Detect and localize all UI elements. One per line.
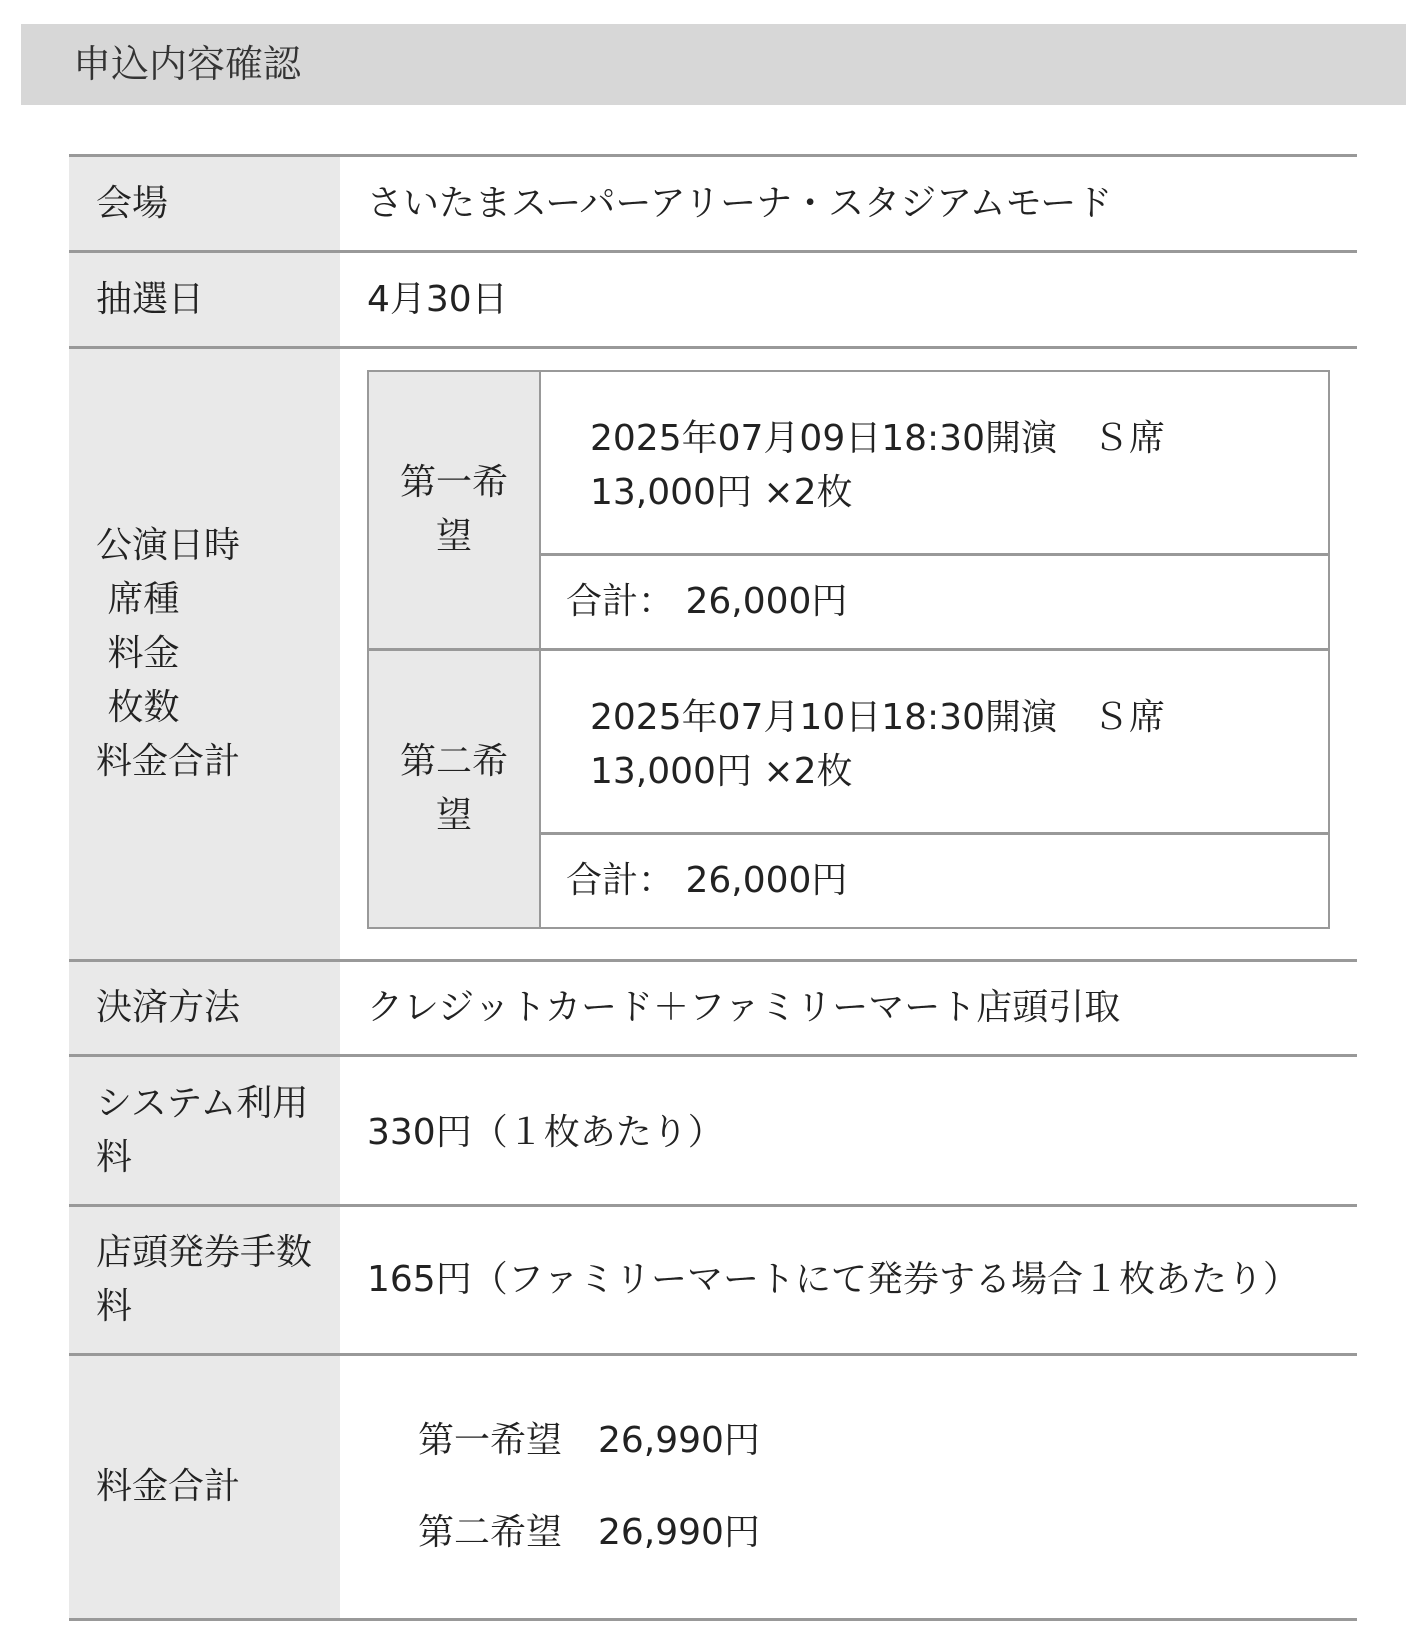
choices-table <box>367 370 1330 929</box>
grand-total-list <box>367 1414 760 1560</box>
store-fee-label: 店頭発券手数料 <box>69 1207 340 1353</box>
grand-total-line: 第二希望 26,990円 <box>418 1512 760 1553</box>
performance-label-line: 料金合計 <box>96 741 241 782</box>
venue-label: 会場 <box>69 157 340 250</box>
section-header <box>21 24 1406 105</box>
row-lottery-date <box>69 253 1357 349</box>
grand-total-label: 料金合計 <box>69 1356 340 1618</box>
choice-body <box>541 651 1328 927</box>
choice-body <box>541 372 1328 648</box>
performance-label-line: 枚数 <box>96 687 180 728</box>
lottery-date-value: 4月30日 <box>367 278 508 320</box>
performance-label <box>69 349 340 959</box>
performance-label-line: 料金 <box>96 633 180 674</box>
row-payment <box>69 962 1357 1057</box>
system-fee-label: システム利用料 <box>69 1057 340 1204</box>
choice-label: 第二希望 <box>369 651 541 927</box>
performance-label-line: 席種 <box>96 579 180 620</box>
page-title: 申込内容確認 <box>73 42 302 86</box>
choice-second <box>369 648 1328 927</box>
store-fee-value: 165円（ファミリーマートにて発券する場合１枚あたり） <box>367 1259 1299 1300</box>
choice-total: 合計： 26,000円 <box>566 581 848 622</box>
confirmation-table <box>69 154 1357 1621</box>
choice-date-seat: 2025年07月10日18:30開演 Ｓ席 <box>590 697 1165 738</box>
system-fee-value: 330円（１枚あたり） <box>367 1111 724 1153</box>
row-store-fee <box>69 1207 1357 1356</box>
choice-label: 第一希望 <box>369 372 541 648</box>
choice-detail <box>541 651 1328 835</box>
choice-first <box>369 372 1328 648</box>
payment-value: クレジットカード＋ファミリーマート店頭引取 <box>367 987 1121 1028</box>
venue-value: さいたまスーパーアリーナ・スタジアムモード <box>367 182 1113 224</box>
lottery-date-label: 抽選日 <box>69 253 340 346</box>
grand-total-line: 第一希望 26,990円 <box>418 1420 760 1461</box>
payment-label: 決済方法 <box>69 962 340 1054</box>
row-grand-total <box>69 1356 1357 1621</box>
choice-price-qty: 13,000円 ×2枚 <box>590 751 853 792</box>
grand-total-value <box>340 1356 1357 1618</box>
choice-price-qty: 13,000円 ×2枚 <box>590 472 853 513</box>
performance-label-line: 公演日時 <box>96 525 241 566</box>
choice-date-seat: 2025年07月09日18:30開演 Ｓ席 <box>590 418 1165 459</box>
row-performance <box>69 349 1357 962</box>
performance-value <box>340 349 1357 959</box>
choice-detail <box>541 372 1328 556</box>
row-system-fee <box>69 1057 1357 1207</box>
choice-total: 合計： 26,000円 <box>566 860 848 901</box>
row-venue <box>69 157 1357 253</box>
